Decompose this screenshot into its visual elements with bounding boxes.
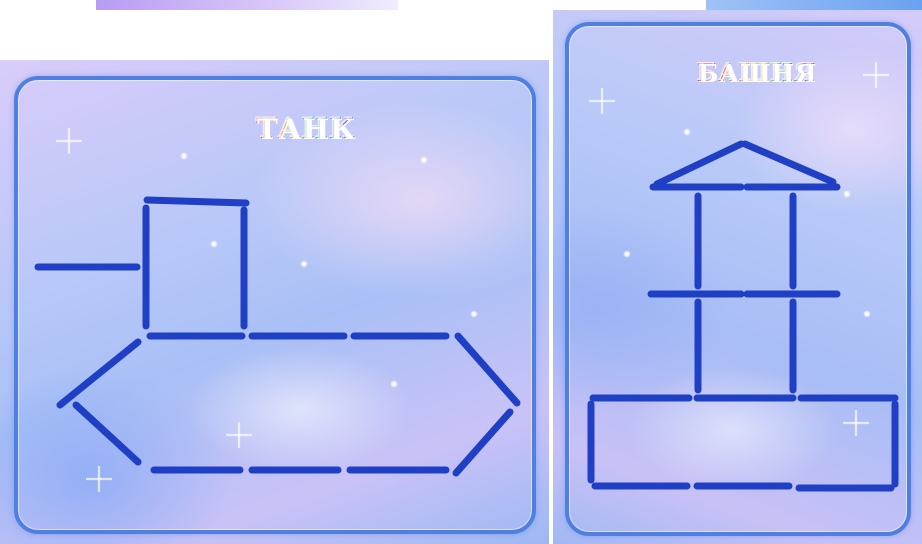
top-decor-strip-right [706,0,922,10]
matchstick [456,412,510,473]
tower-card [553,10,922,544]
matchstick [458,336,517,403]
tank-stick-figure [0,60,549,544]
matchstick [657,144,741,184]
matchstick [76,405,138,462]
matchstick [745,144,833,182]
matchstick [147,200,246,203]
top-decor-strip-left [96,0,398,10]
tank-card [0,60,549,544]
tower-stick-figure [553,10,922,544]
card-title: БАШНЯ [697,58,817,87]
card-title: ТАНК [256,112,356,145]
matchstick [60,342,138,405]
